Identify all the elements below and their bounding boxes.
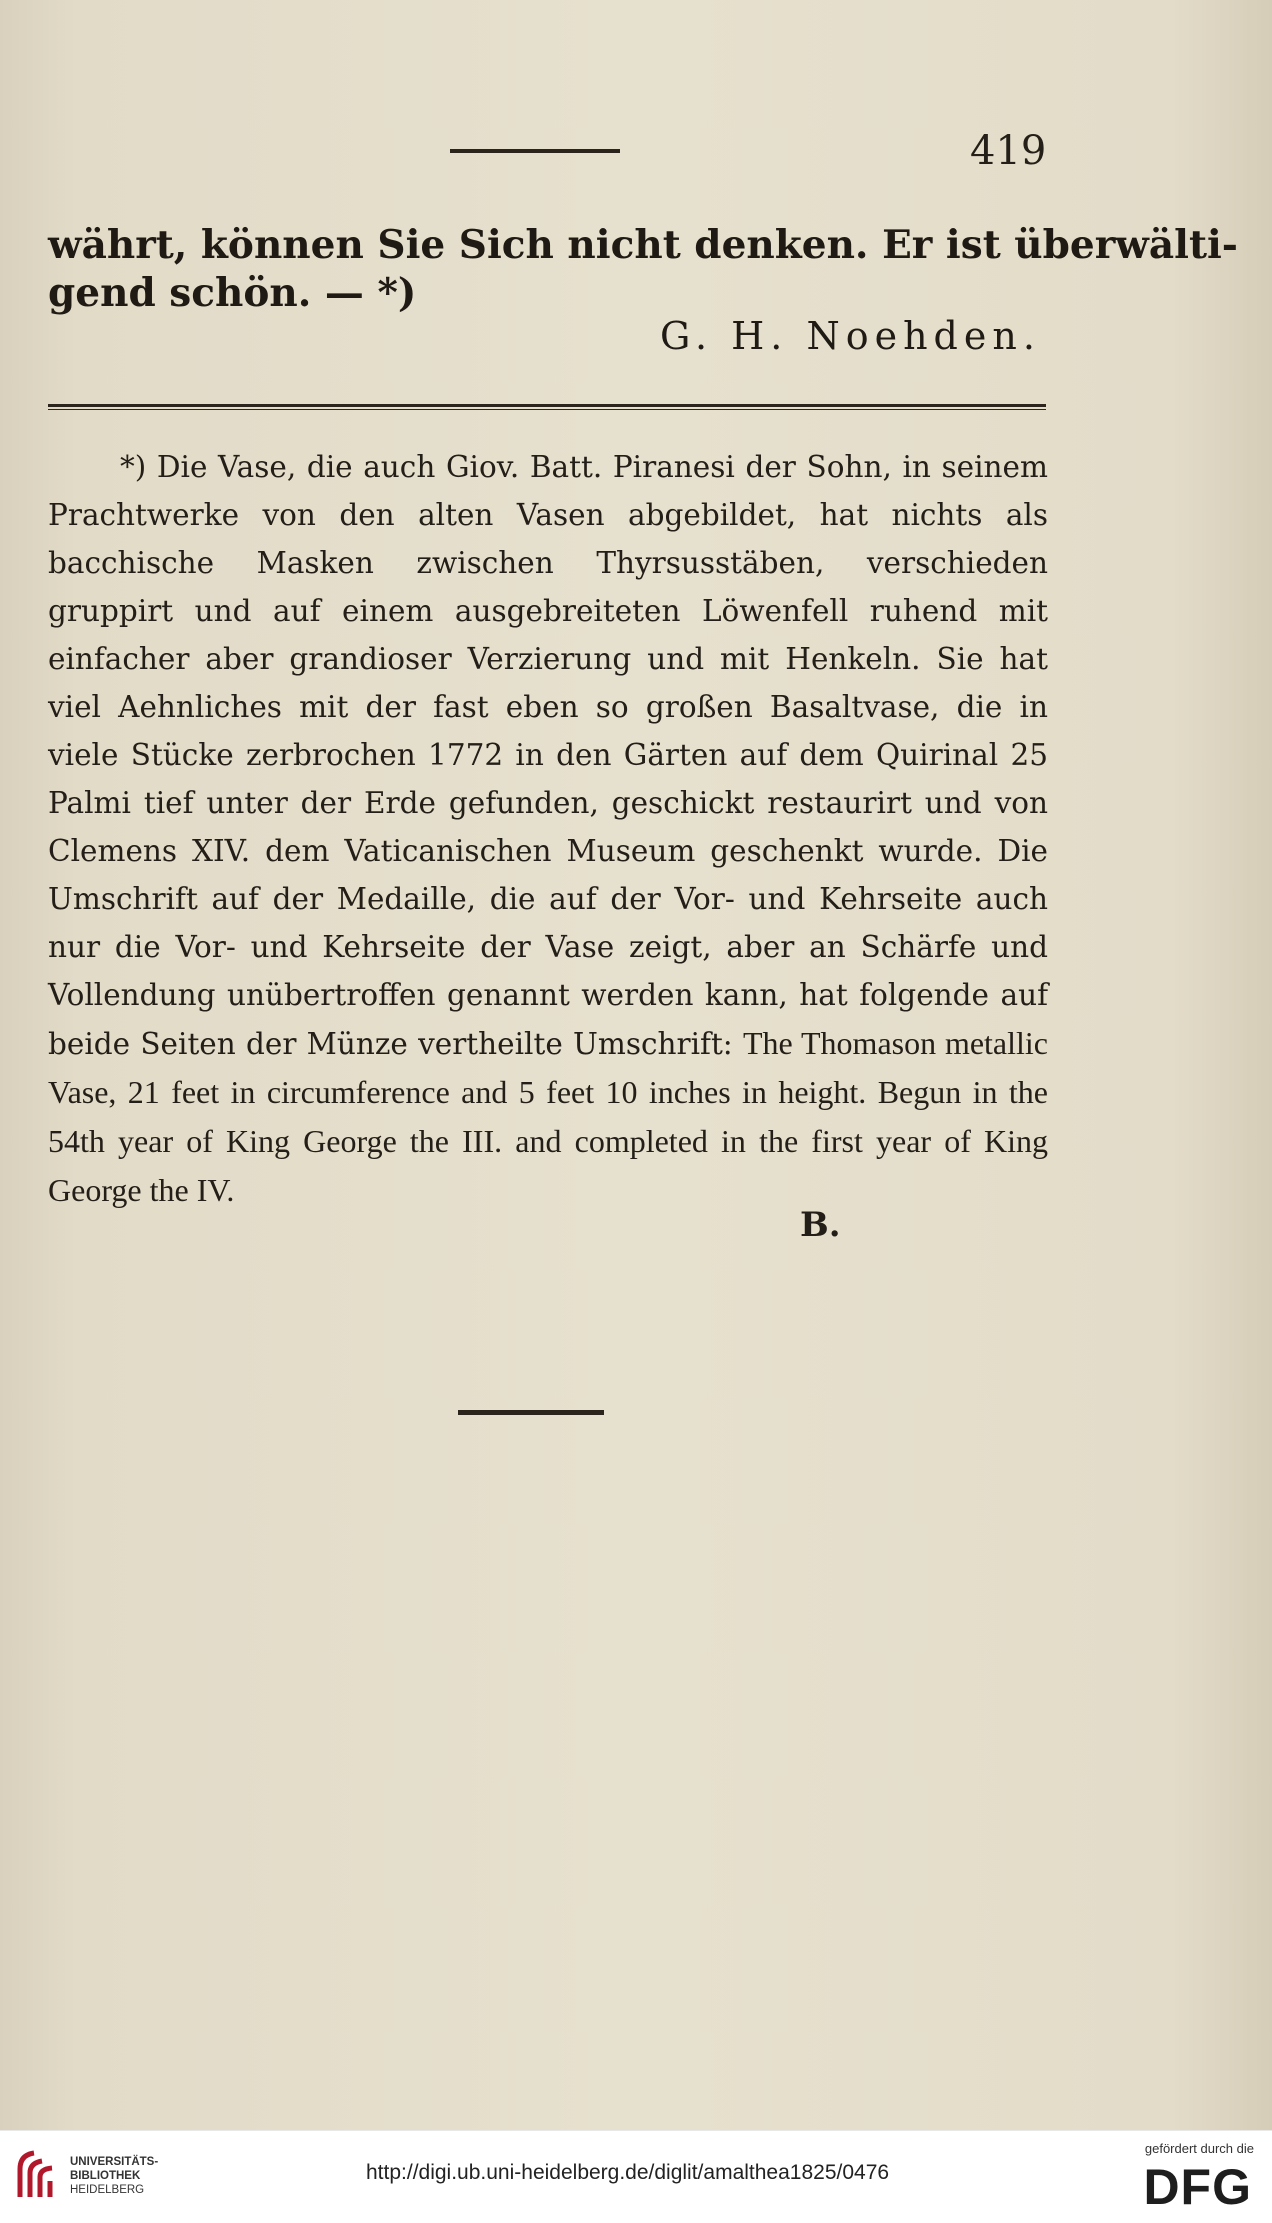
body-text-line: währt, können Sie Sich nicht denken. Er ist überwälti- xyxy=(48,222,1238,268)
university-library-name xyxy=(70,2155,158,2197)
footnote-marker: *) xyxy=(120,450,147,484)
university-library-logo-icon[interactable] xyxy=(14,2147,60,2203)
viewer-footer xyxy=(0,2130,1272,2223)
body-text-line: gend schön. — *) xyxy=(48,270,417,316)
library-name-line: HEIDELBERG xyxy=(70,2184,145,2196)
footnote-inscription: The Thomason metallic Vase, 21 feet in circumference and 5 feet 10 inches in height. Begun in the 54th year of King George the III. and completed in the first year of King George the IV. xyxy=(48,1025,1048,1208)
page-number: 419 xyxy=(970,128,1047,174)
footnote xyxy=(48,443,1048,1215)
header-rule xyxy=(450,149,620,153)
funding-note: gefördert durch die xyxy=(1144,2141,1254,2156)
footnote-separator xyxy=(48,404,1046,410)
dfg-logo[interactable]: DFG xyxy=(1143,2159,1252,2215)
library-name-line: UNIVERSITÄTS- xyxy=(70,2156,159,2168)
author-signature: G. H. Noehden. xyxy=(660,314,1041,358)
footnote-author-initial: B. xyxy=(800,1205,841,1245)
document-url[interactable]: http://digi.ub.uni-heidelberg.de/diglit/amalthea1825/0476 xyxy=(366,2161,890,2184)
end-rule xyxy=(458,1410,604,1415)
footnote-text: Die Vase, die auch Giov. Batt. Piranesi der Sohn, in seinem Prachtwerke von den alten Vasen abgebildet, hat nichts als bacchische Masken zwischen Thyrsusstäben, verschieden gruppirt und auf einem ausgebreiteten Löwenfell ruhend mit einfacher aber grandioser Verzierung und mit Henkeln. Sie hat viel Aehnliches mit der fast eben so großen Basaltvase, die in viele Stücke zerbrochen 1772 in den Gärten auf dem Quirinal 25 Palmi tief unter der Erde gefunden, geschickt restaurirt und von Clemens XIV. dem Vaticanischen Museum geschenkt wurde. Die Umschrift auf der Medaille, die auf der Vor- und Kehrseite auch nur die Vor- und Kehrseite der Vase zeigt, aber an Schärfe und Vollendung unübertroffen genannt werden kann, hat folgende auf beide Seiten der Münze vertheilte Umschrift: xyxy=(48,450,1048,1061)
library-name-line: BIBLIOTHEK xyxy=(70,2170,141,2182)
